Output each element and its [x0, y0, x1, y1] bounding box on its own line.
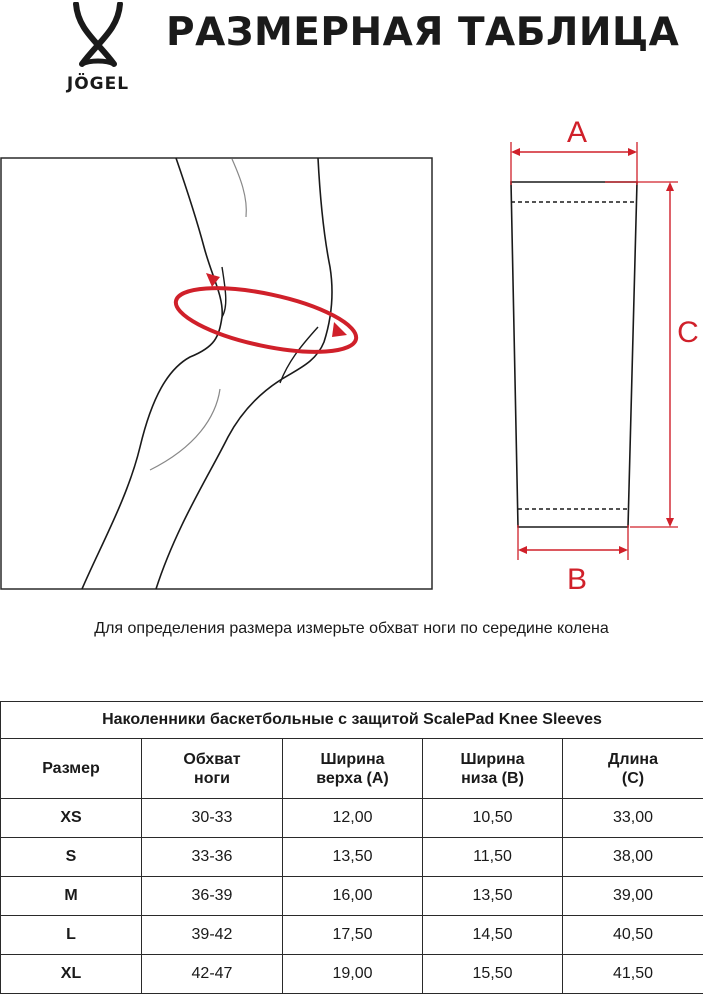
table-cell: 14,50: [423, 916, 563, 955]
table-row: [1, 838, 703, 877]
table-cell: 16,00: [283, 877, 423, 916]
sleeve-outline: [511, 182, 637, 527]
table-cell: 10,50: [423, 799, 563, 838]
table-cell: 17,50: [283, 916, 423, 955]
column-header: Ширина верха (A): [283, 739, 423, 799]
leg-outline-back: [82, 158, 222, 589]
table-cell: 13,50: [283, 838, 423, 877]
size-cell: S: [1, 838, 142, 877]
table-header-row: [1, 739, 703, 799]
table-cell: 33-36: [142, 838, 283, 877]
table-cell: 41,50: [563, 955, 703, 994]
table-row: [1, 955, 703, 994]
table-cell: 39-42: [142, 916, 283, 955]
table-cell: 30-33: [142, 799, 283, 838]
table-cell: 33,00: [563, 799, 703, 838]
table-cell: 13,50: [423, 877, 563, 916]
table-cell: 39,00: [563, 877, 703, 916]
dimension-b-label: B: [566, 563, 588, 596]
dimension-a-label: A: [566, 116, 588, 149]
table-cell: 15,50: [423, 955, 563, 994]
size-cell: L: [1, 916, 142, 955]
thigh-muscle-line: [232, 159, 246, 217]
table-cell: 36-39: [142, 877, 283, 916]
size-cell: XL: [1, 955, 142, 994]
table-row: [1, 877, 703, 916]
knee-illustration: [0, 157, 433, 590]
page-title: РАЗМЕРНАЯ ТАБЛИЦА: [166, 10, 680, 55]
knee-cap-line: [280, 327, 318, 383]
sleeve-dimension-diagram: [490, 105, 703, 605]
size-cell: M: [1, 877, 142, 916]
table-cell: 40,50: [563, 916, 703, 955]
dimension-c-label: C: [677, 316, 699, 349]
size-table: [0, 701, 703, 994]
size-cell: XS: [1, 799, 142, 838]
table-cell: 19,00: [283, 955, 423, 994]
table-cell: 12,00: [283, 799, 423, 838]
calf-muscle-line: [150, 389, 220, 470]
table-title: Наколенники баскетбольные с защитой ScalePad Knee Sleeves: [1, 702, 703, 739]
leg-outline-front: [156, 158, 332, 589]
brand-logo: [48, 2, 148, 94]
illustration-frame: [1, 158, 432, 589]
table-row: [1, 799, 703, 838]
column-header: Обхват ноги: [142, 739, 283, 799]
jogel-logo-icon: [68, 2, 128, 72]
table-row: [1, 916, 703, 955]
measure-ring: [171, 275, 362, 364]
column-header: Длина (C): [563, 739, 703, 799]
column-header: Ширина низа (B): [423, 739, 563, 799]
table-cell: 42-47: [142, 955, 283, 994]
brand-logo-text: JÖGEL: [66, 74, 130, 94]
measurement-instruction: Для определения размера измерьте обхват ноги по середине колена: [94, 620, 609, 637]
measure-arrow-left-icon: [206, 273, 220, 287]
table-cell: 11,50: [423, 838, 563, 877]
table-cell: 38,00: [563, 838, 703, 877]
column-header: Размер: [1, 739, 142, 799]
